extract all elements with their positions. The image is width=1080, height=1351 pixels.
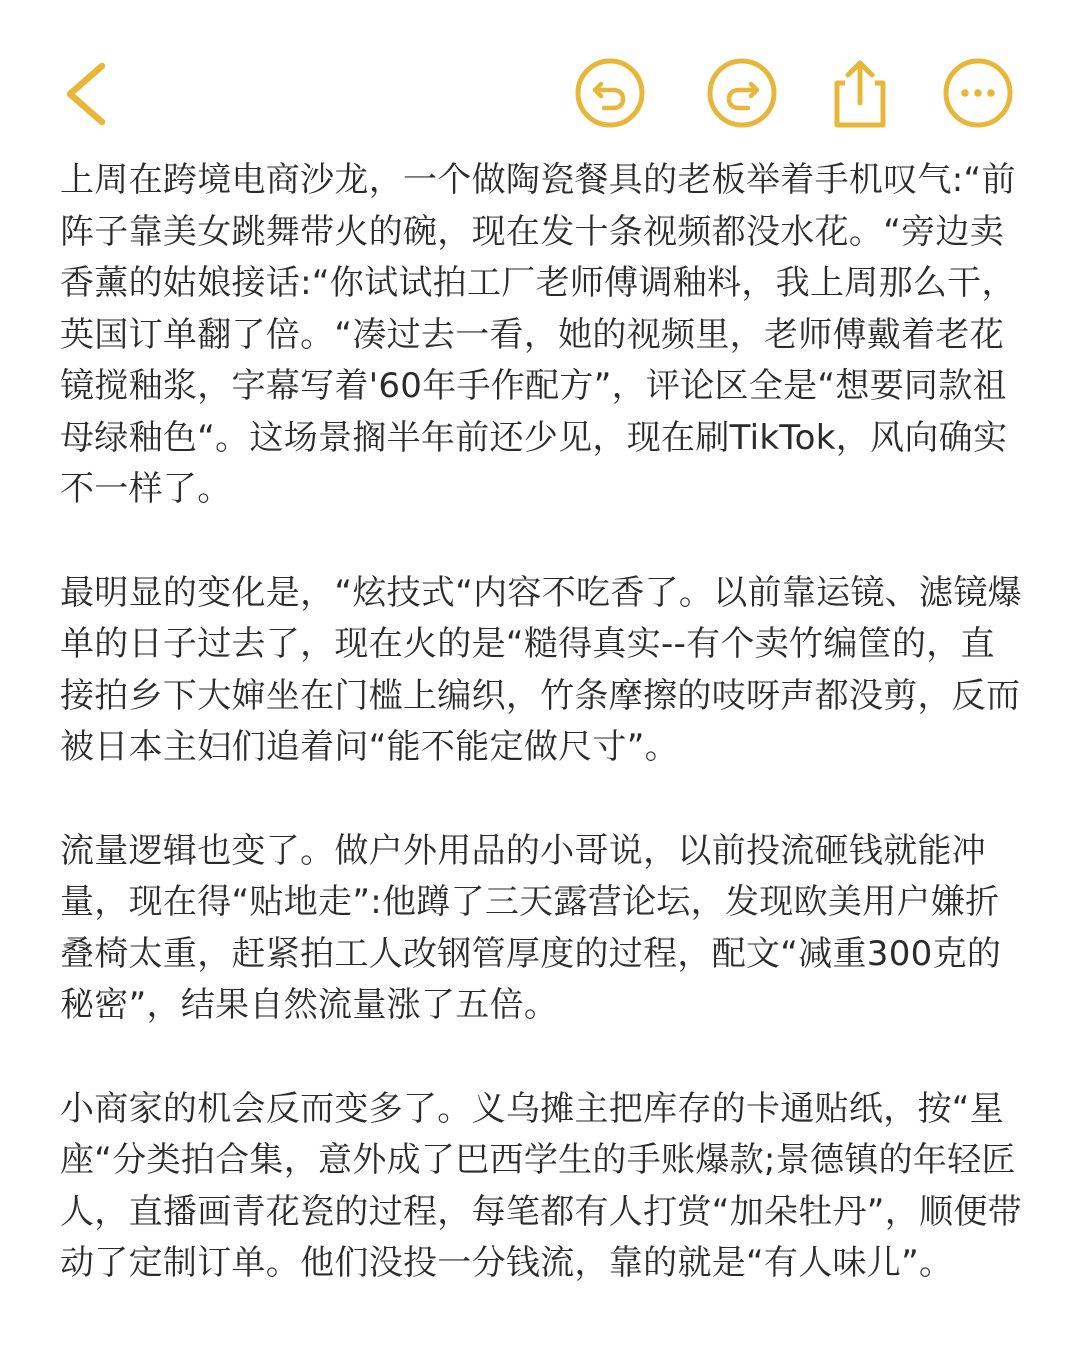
redo-button[interactable]	[704, 55, 780, 131]
undo-button[interactable]	[572, 55, 648, 131]
note-paragraph-2[interactable]: 最明显的变化是，“炫技式“内容不吃香了。以前靠运镜、滤镜爆单的日子过去了，现在火的是“糙得真实--有个卖竹编筐的，直接拍乡下大婶坐在门槛上编织，竹条摩擦的吱呀声都没剪，反而被日本主妇们追着问“能不能定做尺寸”。	[60, 572, 1022, 767]
more-horizontal-icon	[941, 56, 1015, 130]
share-button[interactable]	[822, 55, 898, 131]
note-paragraph-3[interactable]: 流量逻辑也变了。做户外用品的小哥说，以前投流砸钱就能冲量，现在得“贴地走”:他蹲了三天露营论坛，发现欧美用户嫌折叠椅太重，赶紧拍工人改钢管厚度的过程，配文“减重300克的秘密”，结果自然流量涨了五倍。	[60, 830, 1002, 1025]
more-button[interactable]	[940, 55, 1016, 131]
share-icon	[825, 55, 895, 131]
note-toolbar	[0, 0, 1080, 160]
note-paragraph-1[interactable]: 上周在跨境电商沙龙，一个做陶瓷餐具的老板举着手机叹气:“前阵子靠美女跳舞带火的碗，现在发十条视频都没水花。“旁边卖香薰的姑娘接话:“你试试拍工厂老师傅调釉料，我上周那么干，英国订单翻了倍。“凑过去一看，她的视频里，老师傅戴着老花镜搅釉浆，字幕写着'60年手作配方”，评论区全是“想要同款祖母绿釉色“。这场景搁半年前还少见，现在刷TikTok，风向确实不一样了。	[60, 160, 1016, 509]
chevron-left-icon	[56, 58, 116, 128]
note-paragraph-4[interactable]: 小商家的机会反而变多了。义乌摊主把库存的卡通贴纸，按“星座“分类拍合集，意外成了巴西学生的手账爆款;景德镇的年轻匠人，直播画青花瓷的过程，每笔都有人打赏“加朵牡丹”，顺便带动了定制订单。他们没投一分钱流，靠的就是“有人味儿”。	[60, 1088, 1022, 1283]
redo-icon	[705, 56, 779, 130]
back-button[interactable]	[48, 55, 124, 131]
undo-icon	[573, 56, 647, 130]
note-body[interactable]	[60, 155, 1025, 1290]
